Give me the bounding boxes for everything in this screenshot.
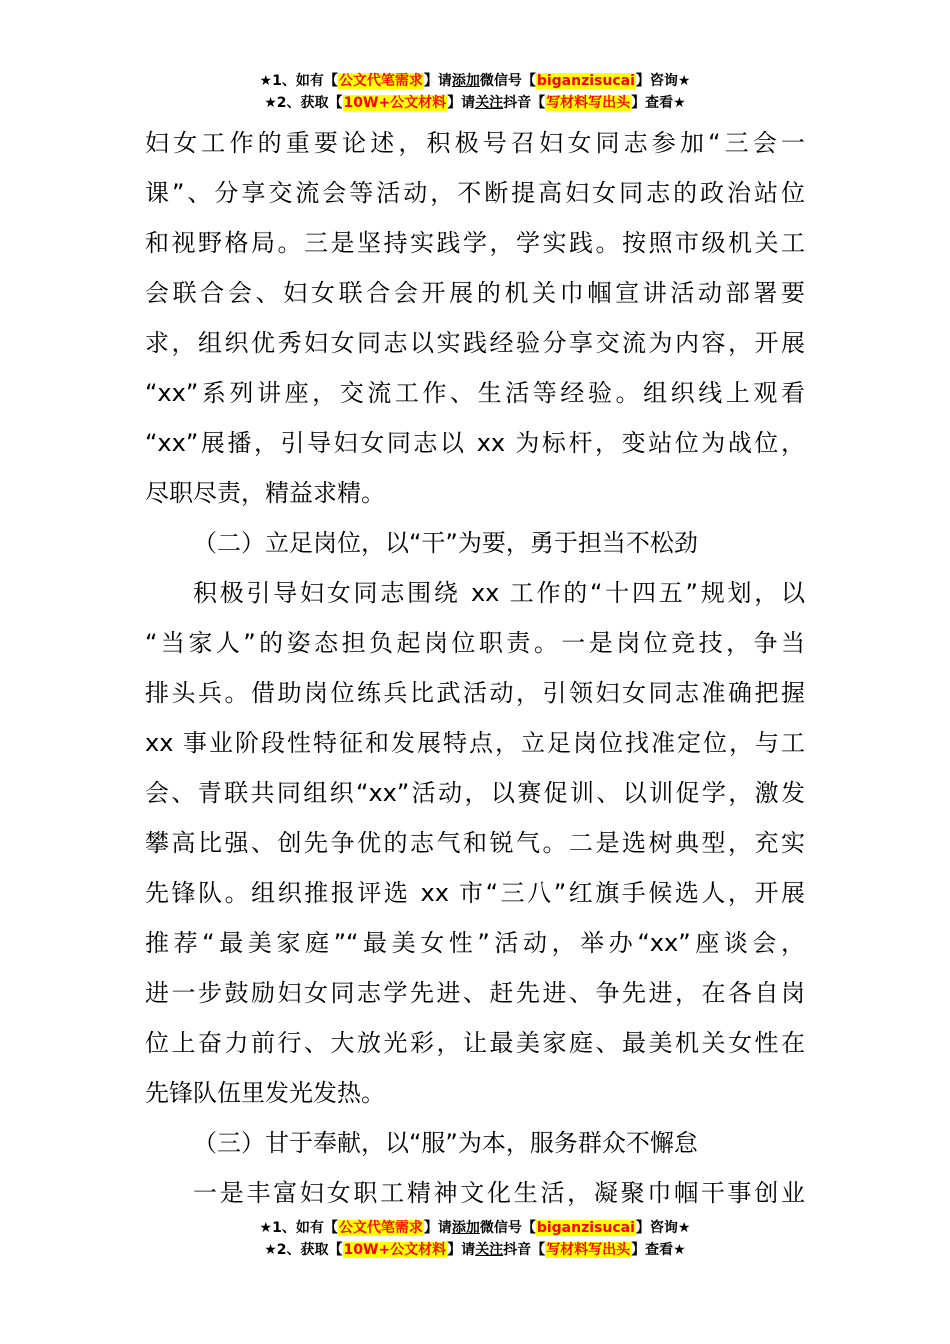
body-line: 攀高比强、创先争优的志气和锐气。二是选树典型，充实	[145, 829, 805, 857]
document-body	[145, 118, 805, 1218]
highlight-wechat-id: biganzisucai	[536, 73, 635, 89]
body-line: 一是丰富妇女职工精神文化生活，凝聚巾帼干事创业	[193, 1179, 805, 1207]
body-line: 课”、分享交流会等活动，不断提高妇女同志的政治站位	[145, 179, 805, 207]
banner-text: 微信号【	[479, 1220, 536, 1236]
highlight-materials: 10W+公文材料	[343, 1242, 447, 1258]
banner-text: 抖音【	[503, 1242, 546, 1258]
banner-line-1	[0, 1217, 950, 1239]
banner-text: 】咨询★	[635, 1220, 691, 1236]
banner-line-2	[0, 1239, 950, 1261]
footer-banner	[0, 1217, 950, 1261]
highlight-douyin-account: 写材料写出头	[546, 95, 631, 111]
body-line: “xx”展播，引导妇女同志以 xx 为标杆，变站位为战位，	[145, 429, 805, 457]
banner-line-1	[0, 70, 950, 92]
highlight-service: 公文代笔需求	[338, 1220, 423, 1236]
header-banner	[0, 70, 950, 114]
highlight-materials: 10W+公文材料	[343, 95, 447, 111]
body-line: 位上奋力前行、大放光彩，让最美家庭、最美机关女性在	[145, 1029, 805, 1057]
highlight-service: 公文代笔需求	[338, 73, 423, 89]
banner-text: 】查看★	[631, 95, 686, 111]
body-line: 会联合会、妇女联合会开展的机关巾帼宣讲活动部署要	[145, 279, 805, 307]
body-line: 会、青联共同组织“xx”活动，以赛促训、以训促学，激发	[145, 779, 805, 807]
body-line: 进一步鼓励妇女同志学先进、赶先进、争先进，在各自岗	[145, 979, 805, 1007]
body-line: “xx”系列讲座，交流工作、生活等经验。组织线上观看	[145, 379, 805, 407]
highlight-wechat-id: biganzisucai	[536, 1220, 635, 1236]
banner-text-underlined: 添加	[451, 1220, 480, 1236]
section-heading: （三）甘于奉献，以“服”为本，服务群众不懈怠	[193, 1129, 698, 1157]
banner-text: 】请	[423, 73, 452, 89]
banner-text-underlined: 关注	[475, 1242, 504, 1258]
banner-text: ★1、如有【	[259, 73, 338, 89]
banner-text: 抖音【	[503, 95, 546, 111]
banner-text: 微信号【	[479, 73, 536, 89]
banner-line-2	[0, 92, 950, 114]
body-line: 和视野格局。三是坚持实践学，学实践。按照市级机关工	[145, 229, 805, 257]
body-line: 排头兵。借助岗位练兵比武活动，引领妇女同志准确把握	[145, 679, 805, 707]
highlight-douyin-account: 写材料写出头	[546, 1242, 631, 1258]
body-line: “当家人”的姿态担负起岗位职责。一是岗位竞技，争当	[145, 629, 805, 657]
body-line: 先锋队。组织推报评选 xx 市“三八”红旗手候选人，开展	[145, 879, 805, 907]
banner-text: 】咨询★	[635, 73, 691, 89]
body-line: xx 事业阶段性特征和发展特点，立足岗位找准定位，与工	[145, 729, 805, 757]
body-line: 先锋队伍里发光发热。	[145, 1079, 385, 1107]
body-line: 妇女工作的重要论述，积极号召妇女同志参加“三会一	[145, 129, 805, 157]
body-line: 尽职尽责，精益求精。	[145, 479, 385, 507]
section-heading: （二）立足岗位，以“干”为要，勇于担当不松劲	[193, 529, 698, 557]
banner-text: ★1、如有【	[259, 1220, 338, 1236]
body-line: 积极引导妇女同志围绕 xx 工作的“十四五”规划，以	[193, 579, 805, 607]
banner-text: 】请	[447, 95, 476, 111]
body-line: 求，组织优秀妇女同志以实践经验分享交流为内容，开展	[145, 329, 805, 357]
banner-text: ★2、获取【	[264, 1242, 343, 1258]
banner-text: ★2、获取【	[264, 95, 343, 111]
body-line: 推荐“最美家庭”“最美女性”活动，举办“xx”座谈会，	[145, 929, 805, 957]
banner-text: 】查看★	[631, 1242, 686, 1258]
banner-text-underlined: 关注	[475, 95, 504, 111]
banner-text-underlined: 添加	[451, 73, 480, 89]
banner-text: 】请	[423, 1220, 452, 1236]
banner-text: 】请	[447, 1242, 476, 1258]
